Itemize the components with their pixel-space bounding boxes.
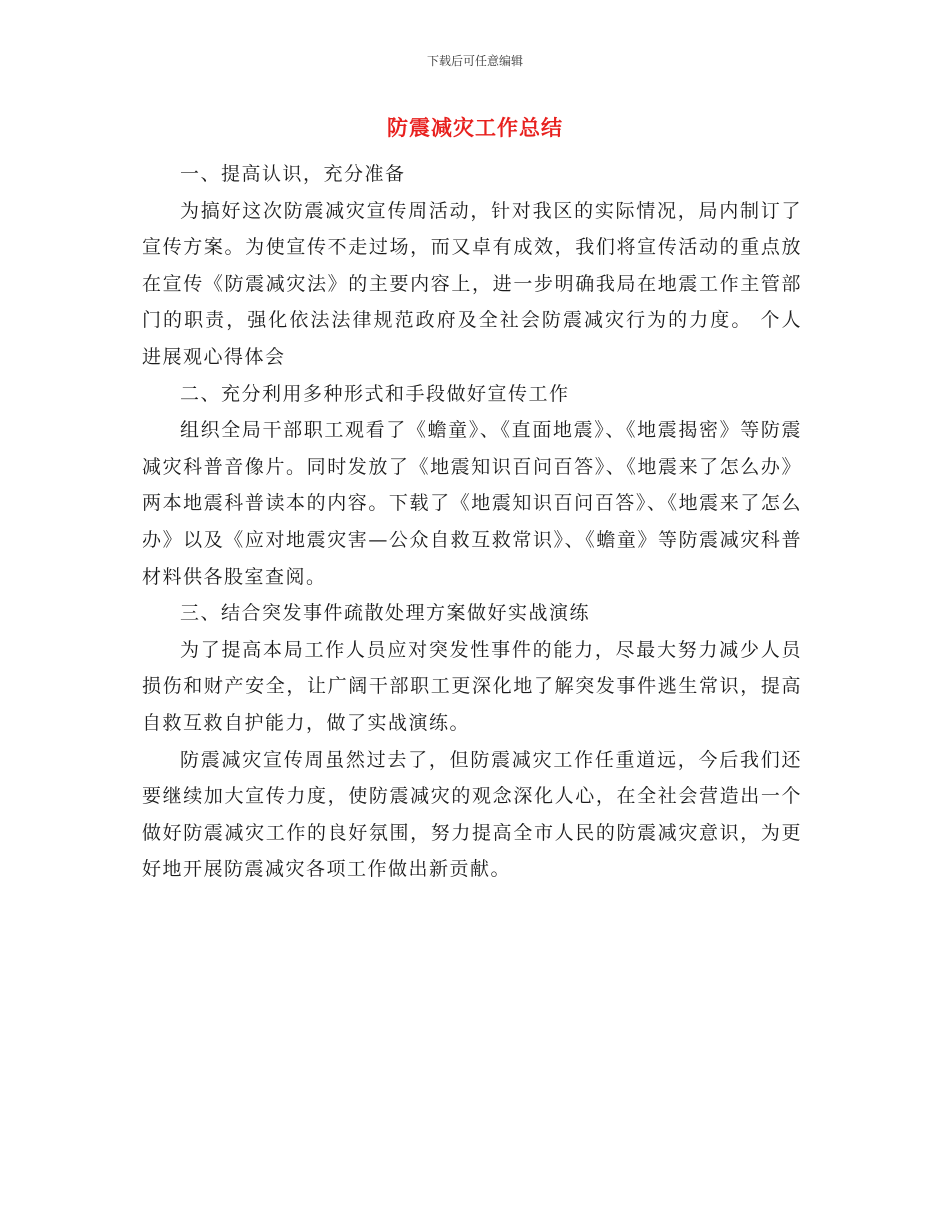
paragraph-3: 为了提高本局工作人员应对突发性事件的能力，尽最大努力减少人员损伤和财产安全，让广阔干部职工更深化地了解突发事件逃生常识，提高自救互救自护能力，做了实战演练。 [142,638,802,734]
paragraph-1: 为搞好这次防震减灾宣传周活动，针对我区的实际情况，局内制订了宣传方案。为使宣传不走过场，而又卓有成效，我们将宣传活动的重点放在宣传《防震减灾法》的主要内容上，进一步明确我局在地震工作主管部门的职责，强化依法法律规范政府及全社会防震减灾行为的力度。 个人进展观心得体会 [142,199,802,368]
section-heading-3: 三、结合突发事件疏散处理方案做好实战演练 [180,602,591,625]
document-body [142,156,802,888]
page-header: 下载后可任意编辑 [426,54,523,68]
paragraph-4: 防震减灾宣传周虽然过去了，但防震减灾工作任重道远，今后我们还要继续加大宣传力度，使防震减灾的观念深化人心，在全社会营造出一个做好防震减灾工作的良好氛围，努力提高全市人民的防震减灾意识，为更好地开展防震减灾各项工作做出新贡献。 [142,748,802,881]
section-heading-2: 二、充分利用多种形式和手段做好宣传工作 [180,382,570,405]
paragraph-2: 组织全局干部职工观看了《蟾童》、《直面地震》、《地震揭密》等防震减灾科普音像片。同时发放了《地震知识百问百答》、《地震来了怎么办》两本地震科普读本的内容。下载了《地震知识百问百答》、《地震来了怎么办》以及《应对地震灾害—公众自救互救常识》、《蟾童》等防震减灾科普材料供各股室查阅。 [142,419,802,588]
section-heading-1: 一、提高认识，充分准备 [180,163,406,185]
document-title: 防震减灾工作总结 [387,116,563,140]
